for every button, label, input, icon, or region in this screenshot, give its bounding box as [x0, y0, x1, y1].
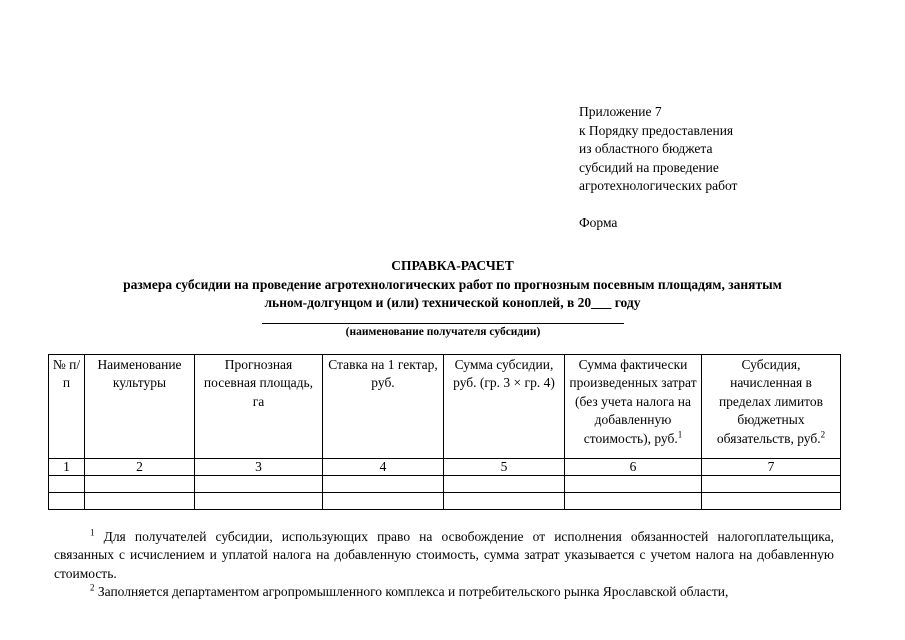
appendix-line: Приложение 7 [579, 104, 662, 119]
header-cell: Сумма фактически произведенных затрат (без учета налога на добавленную стоимость), руб.$^1$ [565, 355, 702, 459]
column-number-cell: 7 [702, 459, 841, 476]
header-cell: Наименование культуры [85, 355, 195, 459]
recipient-caption: (наименование получателя субсидии) [345, 326, 541, 338]
footnote-ref: 1 [677, 429, 683, 440]
table-cell[interactable] [702, 493, 841, 510]
table-cell[interactable] [702, 476, 841, 493]
column-number-cell: 3 [195, 459, 323, 476]
form-label: Форма [579, 214, 618, 230]
column-number-cell: 2 [85, 459, 195, 476]
document-subtitle [60, 276, 845, 312]
column-number-cell: 5 [444, 459, 565, 476]
appendix-line: субсидий на проведение [579, 159, 719, 175]
footnote-2: $^2$ Заполняется департаментом агропромышленного комплекса и потребительского рынка Ярославской области, [90, 582, 729, 600]
header-cell: Прогнозная посевная площадь, га [195, 355, 323, 459]
table-cell[interactable] [195, 476, 323, 493]
document-title: СПРАВКА-РАСЧЕТ [391, 258, 514, 273]
recipient-underline [262, 323, 624, 324]
table-cell[interactable] [565, 493, 702, 510]
table-cell[interactable] [85, 493, 195, 510]
subtitle-line-2: льном-долгунцом и (или) технической коноплей, в 20___ году [264, 295, 641, 310]
appendix-block [579, 103, 737, 233]
appendix-line: из областного бюджета [579, 141, 713, 157]
table-cell[interactable] [195, 493, 323, 510]
subtitle-line-1: размера субсидии на проведение агротехнологических работ по прогнозным посевным площадям, занятым [123, 277, 782, 292]
table-cell[interactable] [444, 476, 565, 493]
column-number-cell: 1 [49, 459, 85, 476]
header-cell: Субсидия, начисленная в пределах лимитов бюджетных обязательств, руб.$^2$ [702, 355, 841, 459]
column-number-cell: 6 [565, 459, 702, 476]
subsidy-table [48, 354, 841, 510]
table-cell[interactable] [444, 493, 565, 510]
table-row [49, 493, 841, 510]
table-header-row [49, 355, 841, 459]
table-cell[interactable] [49, 476, 85, 493]
table-cell[interactable] [323, 493, 444, 510]
footnote-mark: 1 [90, 527, 95, 538]
table-cell[interactable] [85, 476, 195, 493]
footnote-ref: 2 [820, 429, 826, 440]
table-cell[interactable] [323, 476, 444, 493]
table-cell[interactable] [565, 476, 702, 493]
header-cell: № п/п [49, 355, 85, 459]
appendix-line: агротехнологических работ [579, 178, 738, 194]
header-cell: Сумма субсидии, руб. (гр. 3 × гр. 4) [444, 355, 565, 459]
column-number-cell: 4 [323, 459, 444, 476]
header-cell: Ставка на 1 гектар, руб. [323, 355, 444, 459]
appendix-line: к Порядку предоставления [579, 122, 734, 138]
footnotes [54, 528, 834, 602]
table-row [49, 476, 841, 493]
column-number-row [49, 459, 841, 476]
table-cell[interactable] [49, 493, 85, 510]
footnote-mark: 2 [90, 582, 95, 593]
footnote-1: $^1$ Для получателей субсидии, использующих право на освобождение от исполнения обязанностей налогоплательщика, связанных с исчислением и уплатой налога на добавленную стоимость, сумма затрат указывается с учетом налога на добавленную стоимость. [54, 527, 834, 581]
